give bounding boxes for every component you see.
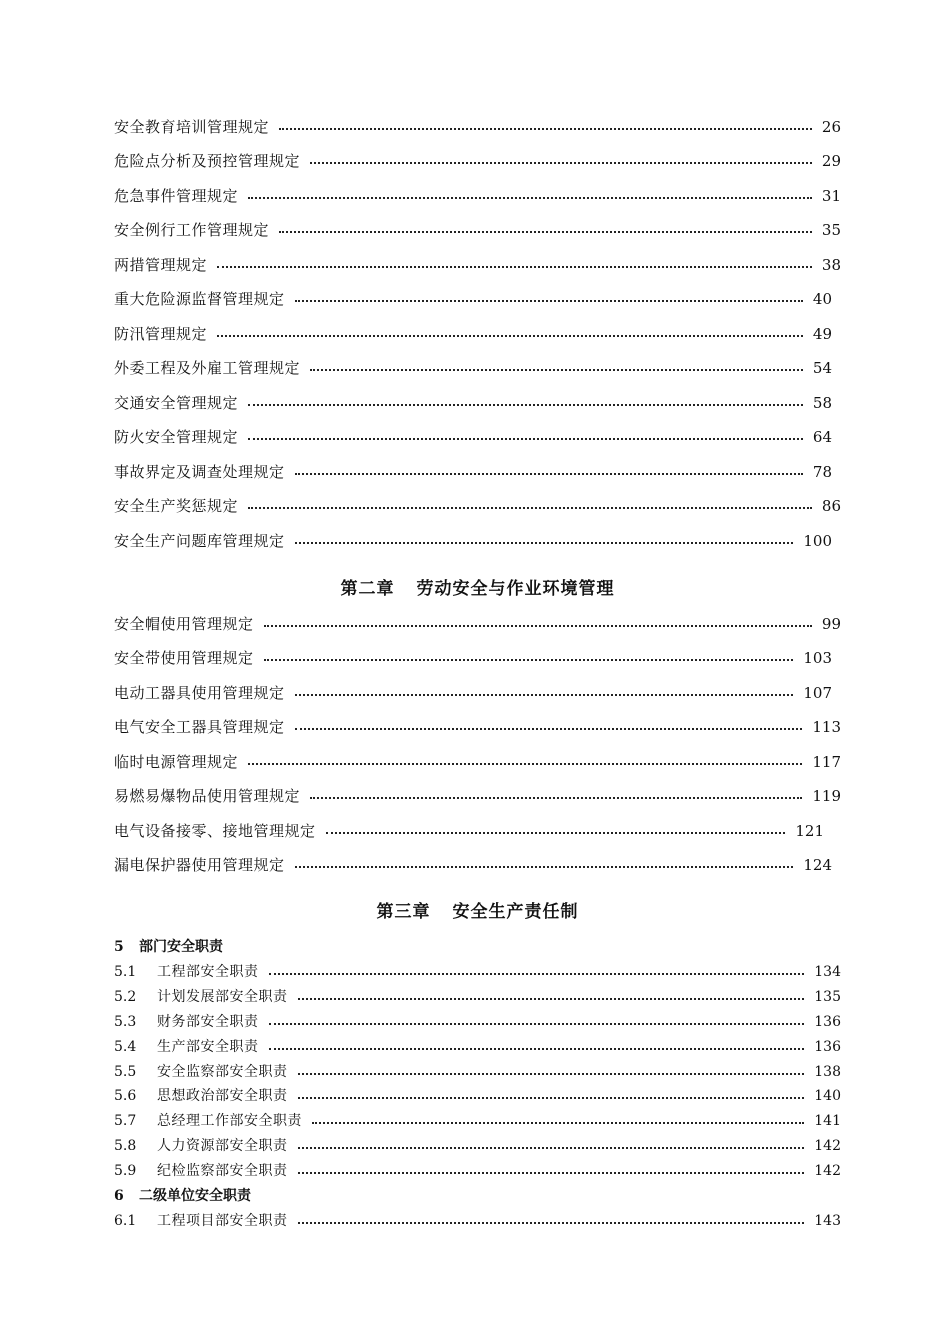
subentry-number: 5.7: [114, 1113, 137, 1129]
dot-leader: [279, 128, 812, 130]
toc-entry-page: 58: [812, 394, 832, 412]
toc-subentry[interactable]: [114, 987, 841, 1007]
subentry-title: 工程部安全职责: [157, 964, 259, 980]
subentry-title: 工程项目部安全职责: [157, 1213, 288, 1229]
subentry-title: 财务部安全职责: [157, 1014, 259, 1030]
toc-entry[interactable]: [114, 613, 841, 635]
toc-entry[interactable]: [114, 495, 841, 517]
toc-entry[interactable]: [114, 682, 832, 704]
toc-entry-page: 107: [803, 684, 832, 702]
toc-entry[interactable]: [114, 716, 841, 738]
toc-entry[interactable]: [114, 647, 832, 669]
toc-entry-page: 100: [803, 532, 832, 550]
toc-subentry[interactable]: [114, 1136, 841, 1156]
toc-entry-title: 安全带使用管理规定: [114, 649, 254, 667]
toc-entry-page: 38: [821, 256, 841, 274]
toc-entry-page: 113: [812, 718, 841, 736]
subentry-number: 5.3: [114, 1014, 137, 1030]
dot-leader: [248, 197, 812, 199]
section-6-heading: [114, 1186, 251, 1206]
dot-leader: [295, 728, 803, 730]
subentry-page: 136: [814, 1014, 841, 1030]
dot-leader: [264, 659, 794, 661]
dot-leader: [310, 797, 802, 799]
subentry-number: 5.8: [114, 1138, 137, 1154]
subentry-number: 5.2: [114, 989, 137, 1005]
subentry-page: 142: [814, 1138, 841, 1154]
section-number: 5: [114, 939, 124, 955]
toc-subentry[interactable]: [114, 1111, 841, 1131]
chapter-label: 第三章: [376, 902, 431, 922]
subentry-title: 计划发展部安全职责: [157, 989, 288, 1005]
subentry-page: 141: [814, 1113, 841, 1129]
toc-entry-page: 86: [821, 497, 841, 515]
toc-entry-title: 危险点分析及预控管理规定: [114, 152, 301, 170]
subentry-page: 140: [814, 1088, 841, 1104]
subentry-page: 135: [814, 989, 841, 1005]
dot-leader: [295, 866, 794, 868]
toc-entry-page: 103: [803, 649, 832, 667]
toc-subentry[interactable]: [114, 1161, 841, 1181]
subentry-title: 安全监察部安全职责: [157, 1064, 288, 1080]
toc-entry-title: 电气设备接零、接地管理规定: [114, 822, 316, 840]
toc-entry[interactable]: [114, 854, 832, 876]
toc-entry[interactable]: [114, 323, 832, 345]
dot-leader: [217, 266, 812, 268]
toc-entry-page: 117: [812, 753, 841, 771]
toc-entry-title: 安全生产奖惩规定: [114, 497, 239, 515]
dot-leader: [248, 763, 802, 765]
dot-leader: [295, 542, 794, 544]
toc-entry-title: 防汛管理规定: [114, 325, 208, 343]
subentry-number: 5.6: [114, 1088, 137, 1104]
chapter-label: 第二章: [340, 579, 395, 599]
toc-subentry[interactable]: [114, 1037, 841, 1057]
toc-subentry[interactable]: [114, 1012, 841, 1032]
toc-entry[interactable]: [114, 185, 841, 207]
dot-leader: [248, 438, 803, 440]
toc-entry[interactable]: [114, 288, 832, 310]
dot-leader: [298, 1222, 805, 1224]
toc-entry[interactable]: [114, 392, 832, 414]
toc-entry[interactable]: [114, 530, 832, 552]
dot-leader: [248, 507, 812, 509]
subentry-page: 138: [814, 1064, 841, 1080]
subentry-page: 142: [814, 1163, 841, 1179]
dot-leader: [264, 625, 812, 627]
toc-entry-title: 危急事件管理规定: [114, 187, 239, 205]
subentry-page: 143: [814, 1213, 841, 1229]
toc-entry-page: 54: [812, 359, 832, 377]
toc-entry-page: 121: [795, 822, 824, 840]
toc-entry[interactable]: [114, 820, 824, 842]
toc-entry[interactable]: [114, 254, 841, 276]
toc-entry-title: 安全教育培训管理规定: [114, 118, 270, 136]
subentry-page: 136: [814, 1039, 841, 1055]
dot-leader: [217, 335, 803, 337]
toc-entry-page: 29: [821, 152, 841, 170]
subentry-title: 思想政治部安全职责: [157, 1088, 288, 1104]
toc-entry[interactable]: [114, 219, 841, 241]
toc-entry-page: 40: [812, 290, 832, 308]
toc-entry-title: 电气安全工器具管理规定: [114, 718, 285, 736]
toc-entry[interactable]: [114, 461, 832, 483]
dot-leader: [248, 404, 803, 406]
toc-entry[interactable]: [114, 357, 832, 379]
toc-entry-title: 安全生产问题库管理规定: [114, 532, 285, 550]
toc-entry[interactable]: [114, 751, 841, 773]
chapter-title: 安全生产责任制: [452, 902, 579, 922]
toc-entry-page: 124: [803, 856, 832, 874]
dot-leader: [298, 1147, 805, 1149]
toc-subentry[interactable]: [114, 1211, 841, 1231]
subentry-page: 134: [814, 964, 841, 980]
toc-subentry[interactable]: [114, 1062, 841, 1082]
subentry-number: 5.4: [114, 1039, 137, 1055]
subentry-title: 生产部安全职责: [157, 1039, 259, 1055]
dot-leader: [269, 1048, 805, 1050]
dot-leader: [298, 1097, 805, 1099]
dot-leader: [295, 300, 803, 302]
toc-subentry[interactable]: [114, 1086, 841, 1106]
toc-entry-title: 电动工器具使用管理规定: [114, 684, 285, 702]
subentry-number: 5.1: [114, 964, 137, 980]
toc-entry-page: 99: [821, 615, 841, 633]
toc-entry[interactable]: [114, 426, 832, 448]
toc-entry-title: 防火安全管理规定: [114, 428, 239, 446]
toc-subentry[interactable]: [114, 962, 841, 982]
subentry-number: 5.5: [114, 1064, 137, 1080]
subentry-title: 人力资源部安全职责: [157, 1138, 288, 1154]
toc-entry-page: 31: [821, 187, 841, 205]
chapter-3-heading: [114, 900, 841, 924]
chapter-title: 劳动安全与作业环境管理: [416, 579, 615, 599]
subentry-number: 5.9: [114, 1163, 137, 1179]
toc-entry[interactable]: [114, 116, 841, 138]
dot-leader: [269, 973, 805, 975]
toc-entry-page: 64: [812, 428, 832, 446]
section-title: 二级单位安全职责: [139, 1188, 251, 1204]
dot-leader: [312, 1122, 804, 1124]
toc-entry-title: 重大危险源监督管理规定: [114, 290, 285, 308]
dot-leader: [295, 694, 794, 696]
section-title: 部门安全职责: [139, 939, 223, 955]
subentry-title: 总经理工作部安全职责: [157, 1113, 302, 1129]
dot-leader: [326, 832, 786, 834]
toc-entry-title: 两措管理规定: [114, 256, 208, 274]
dot-leader: [298, 1172, 805, 1174]
dot-leader: [269, 1023, 805, 1025]
chapter-2-heading: [114, 577, 841, 601]
dot-leader: [310, 162, 812, 164]
dot-leader: [298, 998, 805, 1000]
toc-entry-title: 易燃易爆物品使用管理规定: [114, 787, 301, 805]
dot-leader: [310, 369, 803, 371]
toc-entry[interactable]: [114, 150, 841, 172]
dot-leader: [279, 231, 812, 233]
dot-leader: [295, 473, 803, 475]
subentry-number: 6.1: [114, 1213, 137, 1229]
section-5-heading: [114, 937, 223, 957]
toc-entry[interactable]: [114, 785, 841, 807]
toc-entry-title: 交通安全管理规定: [114, 394, 239, 412]
toc-entry-title: 外委工程及外雇工管理规定: [114, 359, 301, 377]
toc-entry-title: 事故界定及调查处理规定: [114, 463, 285, 481]
toc-entry-title: 漏电保护器使用管理规定: [114, 856, 285, 874]
toc-entry-page: 35: [821, 221, 841, 239]
toc-entry-title: 临时电源管理规定: [114, 753, 239, 771]
dot-leader: [298, 1073, 805, 1075]
toc-entry-page: 119: [812, 787, 841, 805]
subentry-title: 纪检监察部安全职责: [157, 1163, 288, 1179]
section-number: 6: [114, 1188, 124, 1204]
toc-entry-title: 安全例行工作管理规定: [114, 221, 270, 239]
toc-entry-title: 安全帽使用管理规定: [114, 615, 254, 633]
toc-entry-page: 49: [812, 325, 832, 343]
toc-entry-page: 26: [821, 118, 841, 136]
toc-entry-page: 78: [812, 463, 832, 481]
